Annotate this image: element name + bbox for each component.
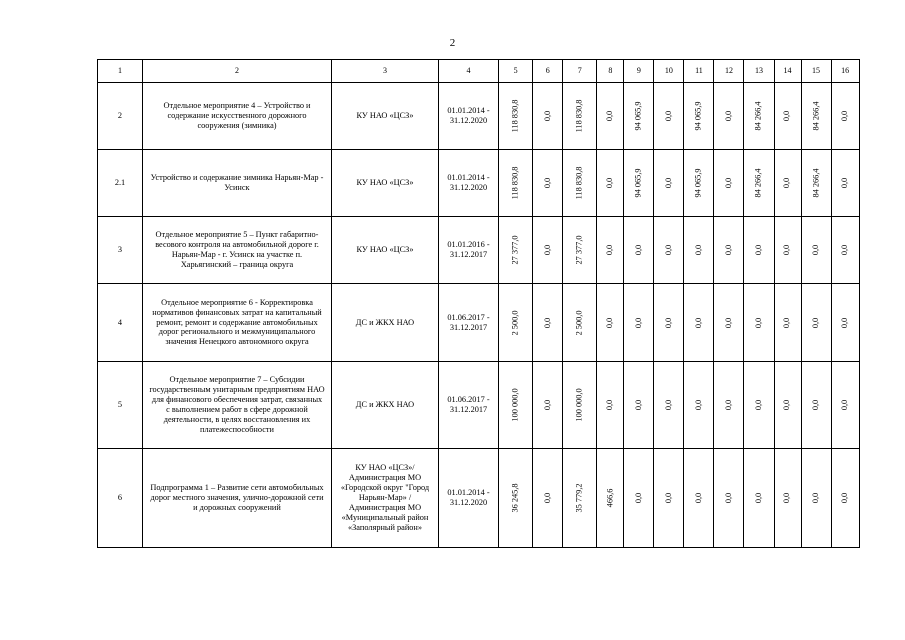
table-body — [98, 60, 860, 548]
row-number: 5 — [98, 362, 143, 449]
period: 01.06.2017 - 31.12.2017 — [439, 362, 499, 449]
value-text: 118 830,8 — [510, 99, 520, 133]
value-text: 0,0 — [840, 317, 850, 328]
value-text: 94 065,9 — [693, 101, 703, 131]
value-cell — [597, 362, 624, 449]
value-cell — [654, 284, 684, 362]
executor: ДС и ЖКХ НАО — [332, 284, 439, 362]
header-cell-4: 4 — [439, 60, 499, 83]
value-cell — [714, 449, 744, 548]
value-cell — [744, 150, 774, 217]
value-cell — [597, 217, 624, 284]
value-text: 84 266,4 — [811, 168, 821, 198]
value-text: 0,0 — [633, 317, 643, 328]
value-text: 0,0 — [723, 492, 733, 504]
period: 01.01.2014 - 31.12.2020 — [439, 449, 499, 548]
value-cell — [774, 449, 801, 548]
value-text: 0,0 — [782, 244, 792, 256]
value-cell — [563, 150, 597, 217]
value-cell — [624, 217, 654, 284]
header-row — [98, 60, 860, 83]
value-text: 0,0 — [605, 110, 615, 122]
header-cell-7: 7 — [563, 60, 597, 83]
header-cell-5: 5 — [499, 60, 533, 83]
value-text: 94 065,9 — [633, 101, 643, 131]
value-text: 118 830,8 — [574, 99, 584, 133]
row-number: 6 — [98, 449, 143, 548]
table-row — [98, 362, 860, 449]
executor: ДС и ЖКХ НАО — [332, 362, 439, 449]
value-cell — [801, 217, 831, 284]
value-cell — [714, 217, 744, 284]
value-text: 0,0 — [782, 177, 792, 189]
header-cell-16: 16 — [831, 60, 859, 83]
value-text: 0,0 — [840, 492, 850, 504]
value-cell — [774, 284, 801, 362]
value-text: 2 500,0 — [574, 310, 584, 335]
value-cell — [499, 284, 533, 362]
value-cell — [563, 449, 597, 548]
value-cell — [744, 362, 774, 449]
value-text: 0,0 — [663, 492, 673, 504]
value-cell — [714, 150, 744, 217]
header-cell-9: 9 — [624, 60, 654, 83]
value-cell — [744, 449, 774, 548]
value-cell — [499, 217, 533, 284]
value-cell — [714, 83, 744, 150]
value-text: 0,0 — [754, 317, 764, 328]
value-text: 0,0 — [693, 317, 703, 328]
value-text: 27 377,0 — [510, 235, 520, 265]
value-text: 0,0 — [782, 399, 792, 411]
value-cell — [533, 362, 563, 449]
executor: КУ НАО «ЦСЗ» — [332, 83, 439, 150]
value-cell — [499, 83, 533, 150]
value-cell — [597, 449, 624, 548]
value-text: 2 500,0 — [510, 310, 520, 335]
value-text: 0,0 — [605, 177, 615, 189]
value-text: 118 830,8 — [510, 166, 520, 200]
value-cell — [654, 83, 684, 150]
value-cell — [499, 362, 533, 449]
value-text: 0,0 — [754, 244, 764, 256]
value-cell — [714, 284, 744, 362]
executor: КУ НАО «ЦСЗ» — [332, 150, 439, 217]
value-cell — [533, 217, 563, 284]
value-cell — [801, 150, 831, 217]
value-cell — [597, 284, 624, 362]
value-text: 0,0 — [782, 492, 792, 504]
value-text: 0,0 — [542, 492, 552, 504]
value-text: 0,0 — [542, 244, 552, 256]
value-text: 0,0 — [633, 492, 643, 504]
value-cell — [774, 217, 801, 284]
value-cell — [654, 362, 684, 449]
measure-name: Подпрограмма 1 – Развитие сети автомобильных дорог местного значения, улично-дорожной сети и дорожных сооружений — [143, 449, 332, 548]
header-cell-1: 1 — [98, 60, 143, 83]
value-text: 0,0 — [605, 244, 615, 256]
value-cell — [654, 150, 684, 217]
value-cell — [714, 362, 744, 449]
row-number: 2.1 — [98, 150, 143, 217]
budget-table — [97, 59, 860, 548]
period: 01.06.2017 - 31.12.2017 — [439, 284, 499, 362]
value-text: 0,0 — [782, 317, 792, 328]
value-cell — [684, 217, 714, 284]
value-cell — [801, 449, 831, 548]
header-cell-8: 8 — [597, 60, 624, 83]
row-number: 3 — [98, 217, 143, 284]
value-text: 0,0 — [754, 492, 764, 504]
value-text: 0,0 — [693, 399, 703, 411]
header-cell-14: 14 — [774, 60, 801, 83]
value-text: 0,0 — [840, 177, 850, 189]
measure-name: Отдельное мероприятие 5 – Пункт габаритно-весового контроля на автомобильной дороге г. Нарьян-Мар - г. Усинск на участке п. Харьягинский – граница округа — [143, 217, 332, 284]
executor: КУ НАО «ЦСЗ» — [332, 217, 439, 284]
value-cell — [624, 150, 654, 217]
value-text: 0,0 — [542, 177, 552, 189]
header-cell-13: 13 — [744, 60, 774, 83]
value-cell — [533, 83, 563, 150]
value-text: 0,0 — [723, 244, 733, 256]
measure-name: Отдельное мероприятие 7 – Субсидии государственным унитарным предприятиям НАО для финансового обеспечения затрат, связанных с выполнением работ в сфере дорожной деятельности, в целях восстановления их платежеспособности — [143, 362, 332, 449]
value-cell — [684, 284, 714, 362]
value-text: 0,0 — [693, 492, 703, 504]
value-text: 84 266,4 — [754, 101, 764, 131]
value-text: 84 266,4 — [754, 168, 764, 198]
value-cell — [499, 150, 533, 217]
value-cell — [563, 362, 597, 449]
value-text: 84 266,4 — [811, 101, 821, 131]
header-cell-3: 3 — [332, 60, 439, 83]
value-text: 0,0 — [782, 110, 792, 122]
value-text: 0,0 — [840, 244, 850, 256]
value-cell — [801, 362, 831, 449]
header-cell-11: 11 — [684, 60, 714, 83]
value-text: 0,0 — [605, 317, 615, 328]
period: 01.01.2014 - 31.12.2020 — [439, 83, 499, 150]
value-text: 0,0 — [723, 399, 733, 411]
value-text: 0,0 — [663, 399, 673, 411]
measure-name: Устройство и содержание зимника Нарьян-Мар - Усинск — [143, 150, 332, 217]
value-cell — [831, 449, 859, 548]
value-cell — [801, 83, 831, 150]
value-cell — [597, 150, 624, 217]
value-text: 0,0 — [633, 399, 643, 411]
table-row — [98, 150, 860, 217]
value-cell — [624, 284, 654, 362]
value-text: 0,0 — [723, 177, 733, 189]
value-cell — [684, 449, 714, 548]
value-cell — [563, 83, 597, 150]
value-text: 0,0 — [811, 492, 821, 504]
header-cell-12: 12 — [714, 60, 744, 83]
value-text: 0,0 — [542, 110, 552, 122]
table-row — [98, 83, 860, 150]
value-text: 100 000,0 — [574, 388, 584, 422]
header-cell-2: 2 — [143, 60, 332, 83]
table-row — [98, 449, 860, 548]
value-cell — [831, 83, 859, 150]
value-text: 0,0 — [663, 177, 673, 189]
value-cell — [774, 362, 801, 449]
value-cell — [563, 217, 597, 284]
header-cell-15: 15 — [801, 60, 831, 83]
value-cell — [563, 284, 597, 362]
table-row — [98, 284, 860, 362]
measure-name: Отдельное мероприятие 4 – Устройство и содержание искусственного дорожного сооружения (зимника) — [143, 83, 332, 150]
value-text: 0,0 — [840, 110, 850, 122]
period: 01.01.2014 - 31.12.2020 — [439, 150, 499, 217]
value-cell — [597, 83, 624, 150]
value-text: 0,0 — [723, 317, 733, 328]
value-cell — [801, 284, 831, 362]
measure-name: Отдельное мероприятие 6 - Корректировка нормативов финансовых затрат на капитальный ремонт, ремонт и содержание автомобильных дорог регионального и межмуниципального значения Ненецкого автономного округа — [143, 284, 332, 362]
value-text: 0,0 — [663, 317, 673, 328]
value-text: 35 779,2 — [574, 483, 584, 513]
value-cell — [533, 150, 563, 217]
value-cell — [831, 284, 859, 362]
header-cell-6: 6 — [533, 60, 563, 83]
value-text: 0,0 — [723, 110, 733, 122]
value-text: 0,0 — [633, 244, 643, 256]
value-text: 94 065,9 — [693, 168, 703, 198]
value-text: 100 000,0 — [510, 388, 520, 422]
value-cell — [499, 449, 533, 548]
value-text: 0,0 — [811, 317, 821, 328]
value-cell — [774, 83, 801, 150]
value-cell — [744, 284, 774, 362]
value-cell — [654, 217, 684, 284]
value-cell — [533, 449, 563, 548]
value-cell — [684, 83, 714, 150]
value-cell — [624, 449, 654, 548]
value-text: 0,0 — [663, 110, 673, 122]
value-text: 0,0 — [693, 244, 703, 256]
value-cell — [744, 83, 774, 150]
value-text: 0,0 — [605, 399, 615, 411]
value-text: 94 065,9 — [633, 168, 643, 198]
value-text: 27 377,0 — [574, 235, 584, 265]
page-number: 2 — [449, 37, 456, 49]
value-text: 118 830,8 — [574, 166, 584, 200]
value-text: 466,6 — [605, 488, 615, 508]
value-text: 0,0 — [840, 399, 850, 411]
value-cell — [831, 362, 859, 449]
value-text: 0,0 — [663, 244, 673, 256]
value-text: 0,0 — [542, 399, 552, 411]
period: 01.01.2016 - 31.12.2017 — [439, 217, 499, 284]
value-cell — [654, 449, 684, 548]
value-text: 36 245,8 — [510, 483, 520, 513]
value-cell — [684, 150, 714, 217]
value-cell — [624, 83, 654, 150]
value-text: 0,0 — [811, 399, 821, 411]
value-cell — [774, 150, 801, 217]
value-text: 0,0 — [754, 399, 764, 411]
value-cell — [624, 362, 654, 449]
value-text: 0,0 — [542, 317, 552, 328]
value-cell — [533, 284, 563, 362]
executor: КУ НАО «ЦСЗ»/ Администрация МО «Городской округ "Город Нарьян-Мар» / Администрация МО «Муниципальный район «Заполярный район» — [332, 449, 439, 548]
value-cell — [831, 150, 859, 217]
header-cell-10: 10 — [654, 60, 684, 83]
value-cell — [831, 217, 859, 284]
row-number: 2 — [98, 83, 143, 150]
value-cell — [684, 362, 714, 449]
table-row — [98, 217, 860, 284]
value-cell — [744, 217, 774, 284]
value-text: 0,0 — [811, 244, 821, 256]
row-number: 4 — [98, 284, 143, 362]
